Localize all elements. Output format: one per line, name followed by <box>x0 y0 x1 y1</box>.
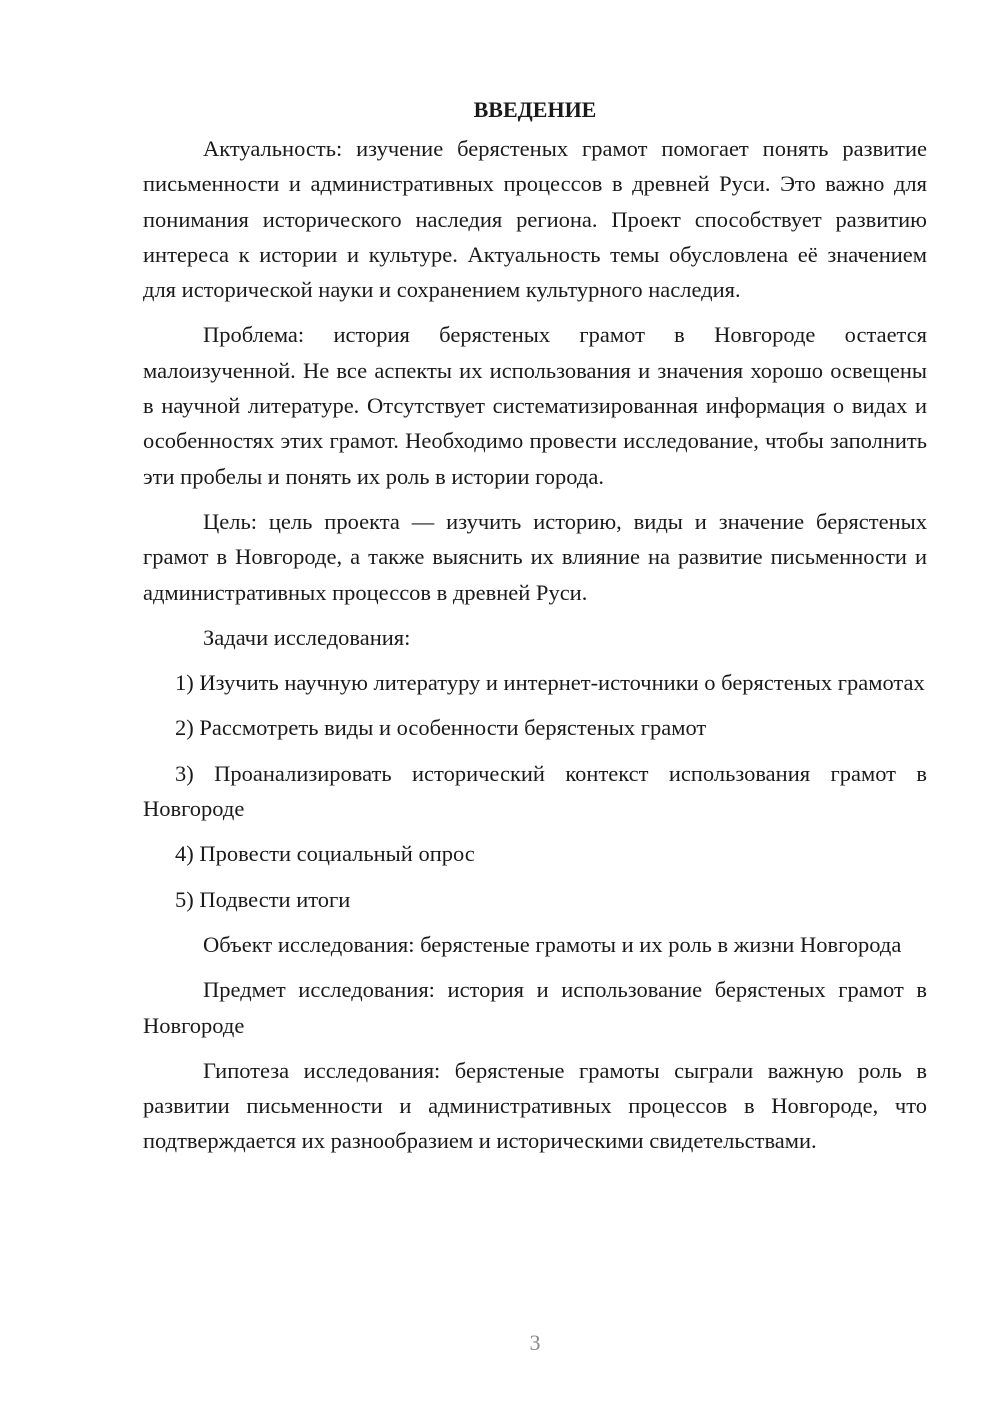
document-page <box>143 92 927 1169</box>
page-number: 3 <box>529 1330 541 1355</box>
page-title: ВВЕДЕНИЕ <box>473 97 597 122</box>
goal-paragraph: Цель: цель проекта — изучить историю, виды и значение берястеных грамот в Новгороде, а также выяснить их влияние на развитие письменности и административных процессов в древней Руси. <box>143 508 927 605</box>
hypothesis-paragraph: Гипотеза исследования: берястеные грамоты сыграли важную роль в развитии письменности и административных процессов в Новгороде, что подтверждается их разнообразием и историческими свидетельствами. <box>143 1057 927 1154</box>
task-item-2: 2) Рассмотреть виды и особенности берястеных грамот <box>175 715 707 741</box>
relevance-paragraph: Актуальность: изучение берястеных грамот помогает понять развитие письменности и административных процессов в древней Руси. Это важно для понимания исторического наследия региона. Проект способствует развитию интереса к истории и культуре. Актуальность темы обусловлена её значением для исторической науки и сохранением культурного наследия. <box>143 136 927 303</box>
problem-paragraph: Проблема: история берястеных грамот в Новгороде остается малоизученной. Не все аспекты их использования и значения хорошо освещены в научной литературе. Отсутствует систематизированная информация о видах и особенностях этих грамот. Необходимо провести исследование, чтобы заполнить эти пробелы и понять их роль в истории города. <box>143 322 927 489</box>
object-paragraph: Объект исследования: берястеные грамоты и их роль в жизни Новгорода <box>203 931 902 957</box>
subject-paragraph: Предмет исследования: история и использование берястеных грамот в Новгороде <box>143 977 927 1038</box>
task-item-4: 4) Провести социальный опрос <box>175 841 475 867</box>
task-item-5: 5) Подвести итоги <box>175 886 351 912</box>
tasks-title: Задачи исследования: <box>203 624 411 650</box>
task-item-1: 1) Изучить научную литературу и интернет-источники о берястеных грамотах <box>175 670 925 696</box>
task-item-3: 3) Проанализировать исторический контекст использования грамот в Новгороде <box>143 760 927 822</box>
